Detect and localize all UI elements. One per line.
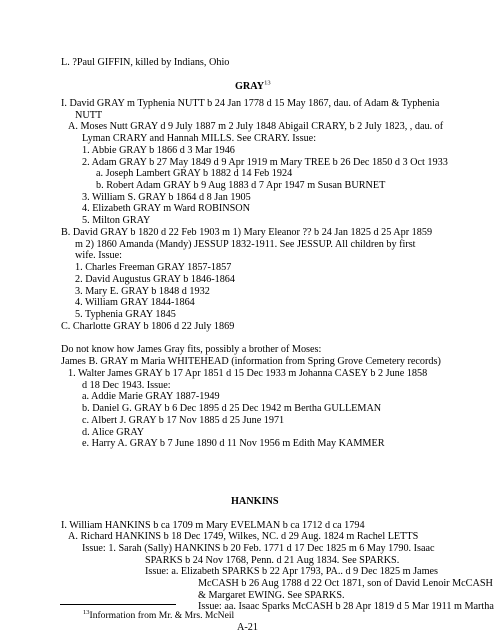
text-line: 1. Walter James GRAY b 17 Apr 1851 d 15 Dec 1933 m Johanna CASEY b 2 June 1858 xyxy=(68,368,428,379)
text-line: d 18 Dec 1943. Issue: xyxy=(82,380,171,391)
text-line: Issue: 1. Sarah (Sally) HANKINS b 20 Feb. 1771 d 17 Dec 1825 m 6 May 1790. Isaac xyxy=(82,543,435,554)
text-line: m 2) 1860 Amanda (Mandy) JESSUP 1832-1911. See JESSUP. All children by first xyxy=(75,239,416,250)
text-line: c. Albert J. GRAY b 17 Nov 1885 d 25 June 1971 xyxy=(82,415,285,426)
footnote-marker: 13 xyxy=(83,608,90,616)
text-line: B. David GRAY b 1820 d 22 Feb 1903 m 1) Mary Eleanor ?? b 24 Jan 1825 d 25 Apr 1859 xyxy=(61,227,433,238)
text-line: a. Addie Marie GRAY 1887-1949 xyxy=(82,391,220,402)
text-line: 4. Elizabeth GRAY m Ward ROBINSON xyxy=(82,203,251,214)
section-heading-hankins: HANKINS xyxy=(231,496,279,507)
text-line: 3. William S. GRAY b 1864 d 8 Jan 1905 xyxy=(82,192,251,203)
text-line: Do not know how James Gray fits, possibly a brother of Moses: xyxy=(61,344,322,355)
footnote: $^{13}$Information from Mr. & Mrs. McNeil xyxy=(83,608,235,621)
page-number: A-21 xyxy=(237,622,258,633)
text-line: wife. Issue: xyxy=(75,250,122,261)
text-line: C. Charlotte GRAY b 1806 d 22 July 1869 xyxy=(61,321,235,332)
text-line: I. David GRAY m Typhenia NUTT b 24 Jan 1778 d 15 May 1867, dau. of Adam & Typhenia xyxy=(61,98,440,109)
text-line: 4. William GRAY 1844-1864 xyxy=(75,297,195,308)
text-line: L. ?Paul GIFFIN, killed by Indians, Ohio xyxy=(61,57,230,68)
text-line: A. Richard HANKINS b 18 Dec 1749, Wilkes, NC. d 29 Aug. 1824 m Rachel LETTS xyxy=(68,531,419,542)
text-line: 3. Mary E. GRAY b 1848 d 1932 xyxy=(75,286,210,297)
text-line: I. William HANKINS b ca 1709 m Mary EVELMAN b ca 1712 d ca 1794 xyxy=(61,520,365,531)
text-line: e. Harry A. GRAY b 7 June 1890 d 11 Nov 1956 m Edith May KAMMER xyxy=(82,438,385,449)
text-line: 1. Abbie GRAY b 1866 d 3 Mar 1946 xyxy=(82,145,235,156)
footnote-divider xyxy=(60,604,176,605)
text-line: b. Robert Adam GRAY b 9 Aug 1883 d 7 Apr 1947 m Susan BURNET xyxy=(96,180,386,191)
text-line: 5. Milton GRAY xyxy=(82,215,151,226)
text-line: SPARKS b 24 Nov 1768, Penn. d 21 Aug 1834. See SPARKS. xyxy=(145,555,400,566)
text-line: 2. David Augustus GRAY b 1846-1864 xyxy=(75,274,235,285)
section-heading-gray: GRAY$^{13}$ xyxy=(235,79,271,92)
text-line: 1. Charles Freeman GRAY 1857-1857 xyxy=(75,262,232,273)
text-line: McCASH b 26 Aug 1788 d 22 Oct 1871, son of David Lenoir McCASH xyxy=(198,578,493,589)
text-line: James B. GRAY m Maria WHITEHEAD (information from Spring Grove Cemetery records) xyxy=(61,356,441,367)
text-line: Issue: a. Elizabeth SPARKS b 22 Apr 1793, PA.. d 9 Dec 1825 m James xyxy=(145,566,438,577)
text-line: d. Alice GRAY xyxy=(82,427,145,438)
text-line: A. Moses Nutt GRAY d 9 July 1887 m 2 July 1848 Abigail CRARY, b 2 July 1823, , dau. of xyxy=(68,121,444,132)
text-line: b. Daniel G. GRAY b 6 Dec 1895 d 25 Dec 1942 m Bertha GULLEMAN xyxy=(82,403,382,414)
text-line: NUTT xyxy=(75,110,103,121)
text-line: & Margaret EWING. See SPARKS. xyxy=(198,590,345,601)
text-line: 2. Adam GRAY b 27 May 1849 d 9 Apr 1919 m Mary TREE b 26 Dec 1850 d 3 Oct 1933 xyxy=(82,157,448,168)
text-line: 5. Typhenia GRAY 1845 xyxy=(75,309,176,320)
text-line: a. Joseph Lambert GRAY b 1882 d 14 Feb 1924 xyxy=(96,168,293,179)
footnote-marker: 13 xyxy=(264,79,271,87)
text-line: Lyman CRARY and Hannah MILLS. See CRARY. Issue: xyxy=(82,133,317,144)
text-line: Issue: aa. Isaac Sparks McCASH b 28 Apr 1819 d 5 Mar 1911 m Martha xyxy=(198,601,494,612)
